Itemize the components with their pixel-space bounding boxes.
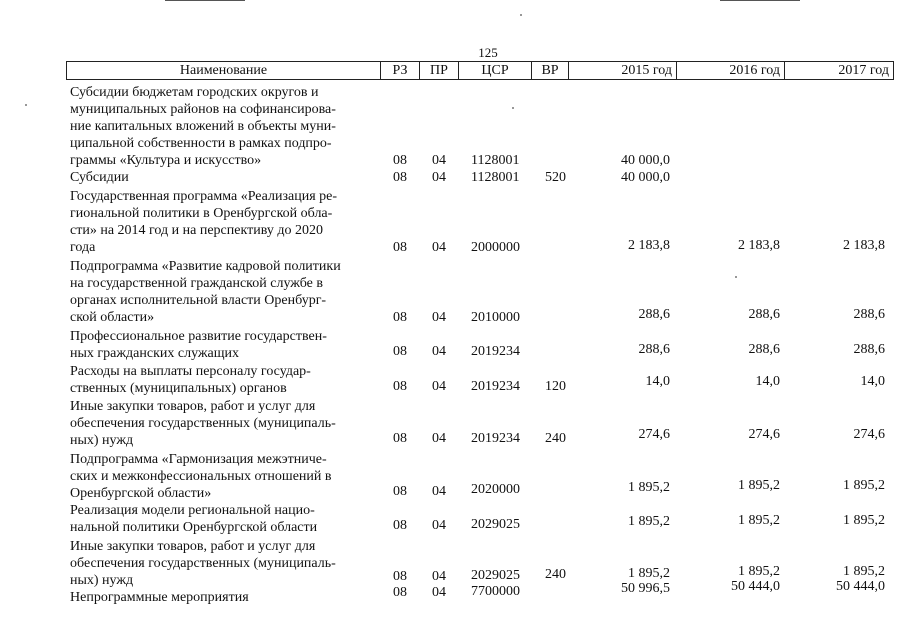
row-1-pr: 04 xyxy=(432,170,446,185)
row-0-rz: 08 xyxy=(393,153,407,168)
scan-speck xyxy=(735,276,737,278)
header-pr: ПР xyxy=(420,62,459,79)
row-7-name: Подпрограмма «Гармонизация межэтниче- ских и межконфессиональных отношений в Оренбургской области» xyxy=(70,452,332,501)
row-2-2016: 2 183,8 xyxy=(738,238,780,253)
row-1-rz: 08 xyxy=(393,170,407,185)
row-6-rz: 08 xyxy=(393,431,407,446)
scan-speck xyxy=(520,14,522,16)
row-2-csr: 2000000 xyxy=(471,240,520,255)
page-number: 125 xyxy=(478,45,498,60)
top-rule-left xyxy=(165,0,245,1)
row-4-2015: 288,6 xyxy=(638,342,670,357)
row-6-2015: 274,6 xyxy=(638,427,670,442)
row-10-2017: 50 444,0 xyxy=(836,579,885,594)
row-0-2015: 40 000,0 xyxy=(621,153,670,168)
row-5-2017: 14,0 xyxy=(860,374,885,389)
row-4-2016: 288,6 xyxy=(748,342,780,357)
row-5-csr: 2019234 xyxy=(471,379,520,394)
row-4-2017: 288,6 xyxy=(853,342,885,357)
row-2-2017: 2 183,8 xyxy=(843,238,885,253)
row-8-csr: 2029025 xyxy=(471,517,520,532)
row-9-rz: 08 xyxy=(393,569,407,584)
row-5-2016: 14,0 xyxy=(755,374,780,389)
row-3-csr: 2010000 xyxy=(471,310,520,325)
row-7-rz: 08 xyxy=(393,484,407,499)
row-0-pr: 04 xyxy=(432,153,446,168)
row-4-pr: 04 xyxy=(432,344,446,359)
row-9-csr: 2029025 xyxy=(471,568,520,583)
row-5-vr: 120 xyxy=(545,379,566,394)
scan-speck xyxy=(512,107,514,109)
header-rz: РЗ xyxy=(381,62,420,79)
row-3-pr: 04 xyxy=(432,310,446,325)
row-10-name: Непрограммные мероприятия xyxy=(70,590,249,605)
row-3-2015: 288,6 xyxy=(638,307,670,322)
header-csr: ЦСР xyxy=(459,62,532,79)
row-6-name: Иные закупки товаров, работ и услуг для обеспечения государственных (муниципаль- ных) нужд xyxy=(70,399,336,448)
row-7-2015: 1 895,2 xyxy=(628,480,670,495)
row-2-pr: 04 xyxy=(432,240,446,255)
row-1-2015: 40 000,0 xyxy=(621,170,670,185)
row-9-vr: 240 xyxy=(545,567,566,582)
row-9-name: Иные закупки товаров, работ и услуг для обеспечения государственных (муниципаль- ных) нужд xyxy=(70,539,336,588)
row-0-csr: 1128001 xyxy=(471,153,520,168)
row-6-2016: 274,6 xyxy=(748,427,780,442)
row-8-name: Реализация модели региональной нацио- нальной политики Оренбургской области xyxy=(70,503,318,535)
row-0-name: Субсидии бюджетам городских округов и муниципальных районов на софинансирова- ние капитальных вложений в объекты муни- ципальной собственности в рамках подпро- граммы «Культура и искусство» xyxy=(70,85,336,168)
table-header xyxy=(66,61,894,80)
row-2-2015: 2 183,8 xyxy=(628,238,670,253)
row-9-2016: 1 895,2 xyxy=(738,564,780,579)
row-8-rz: 08 xyxy=(393,518,407,533)
row-3-rz: 08 xyxy=(393,310,407,325)
row-6-2017: 274,6 xyxy=(853,427,885,442)
scan-speck xyxy=(25,104,27,106)
row-6-vr: 240 xyxy=(545,431,566,446)
row-10-csr: 7700000 xyxy=(471,584,520,599)
header-vr: ВР xyxy=(532,62,569,79)
row-3-name: Подпрограмма «Развитие кадровой политики на государственной гражданской службе в органах исполнительной власти Оренбург- ской области» xyxy=(70,259,341,325)
row-5-rz: 08 xyxy=(393,379,407,394)
row-9-2015: 1 895,2 xyxy=(628,566,670,581)
header-2015: 2015 год xyxy=(569,62,677,79)
row-1-name: Субсидии xyxy=(70,170,129,185)
row-8-2015: 1 895,2 xyxy=(628,514,670,529)
row-1-vr: 520 xyxy=(545,170,566,185)
row-2-name: Государственная программа «Реализация ре- гиональной политики в Оренбургской обла- сти» на 2014 год и на перспективу до 2020 года xyxy=(70,189,338,255)
row-2-rz: 08 xyxy=(393,240,407,255)
row-5-2015: 14,0 xyxy=(645,374,670,389)
row-3-2017: 288,6 xyxy=(853,307,885,322)
row-1-csr: 1128001 xyxy=(471,170,520,185)
row-7-2016: 1 895,2 xyxy=(738,478,780,493)
row-5-name: Расходы на выплаты персоналу государ- ственных (муниципальных) органов xyxy=(70,364,311,396)
row-4-name: Профессиональное развитие государствен- ных гражданских служащих xyxy=(70,329,327,361)
header-2016: 2016 год xyxy=(677,62,785,79)
row-8-2016: 1 895,2 xyxy=(738,513,780,528)
row-6-csr: 2019234 xyxy=(471,431,520,446)
row-4-rz: 08 xyxy=(393,344,407,359)
row-10-pr: 04 xyxy=(432,585,446,600)
row-3-2016: 288,6 xyxy=(748,307,780,322)
row-6-pr: 04 xyxy=(432,431,446,446)
row-7-2017: 1 895,2 xyxy=(843,478,885,493)
row-8-2017: 1 895,2 xyxy=(843,513,885,528)
row-7-csr: 2020000 xyxy=(471,482,520,497)
row-8-pr: 04 xyxy=(432,518,446,533)
header-2017: 2017 год xyxy=(838,63,889,78)
row-10-rz: 08 xyxy=(393,585,407,600)
row-7-pr: 04 xyxy=(432,484,446,499)
row-10-2016: 50 444,0 xyxy=(731,579,780,594)
top-rule-right xyxy=(720,0,800,1)
row-4-csr: 2019234 xyxy=(471,344,520,359)
row-9-2017: 1 895,2 xyxy=(843,564,885,579)
row-5-pr: 04 xyxy=(432,379,446,394)
header-name: Наименование xyxy=(67,62,381,79)
row-10-2015: 50 996,5 xyxy=(621,581,670,596)
row-9-pr: 04 xyxy=(432,569,446,584)
